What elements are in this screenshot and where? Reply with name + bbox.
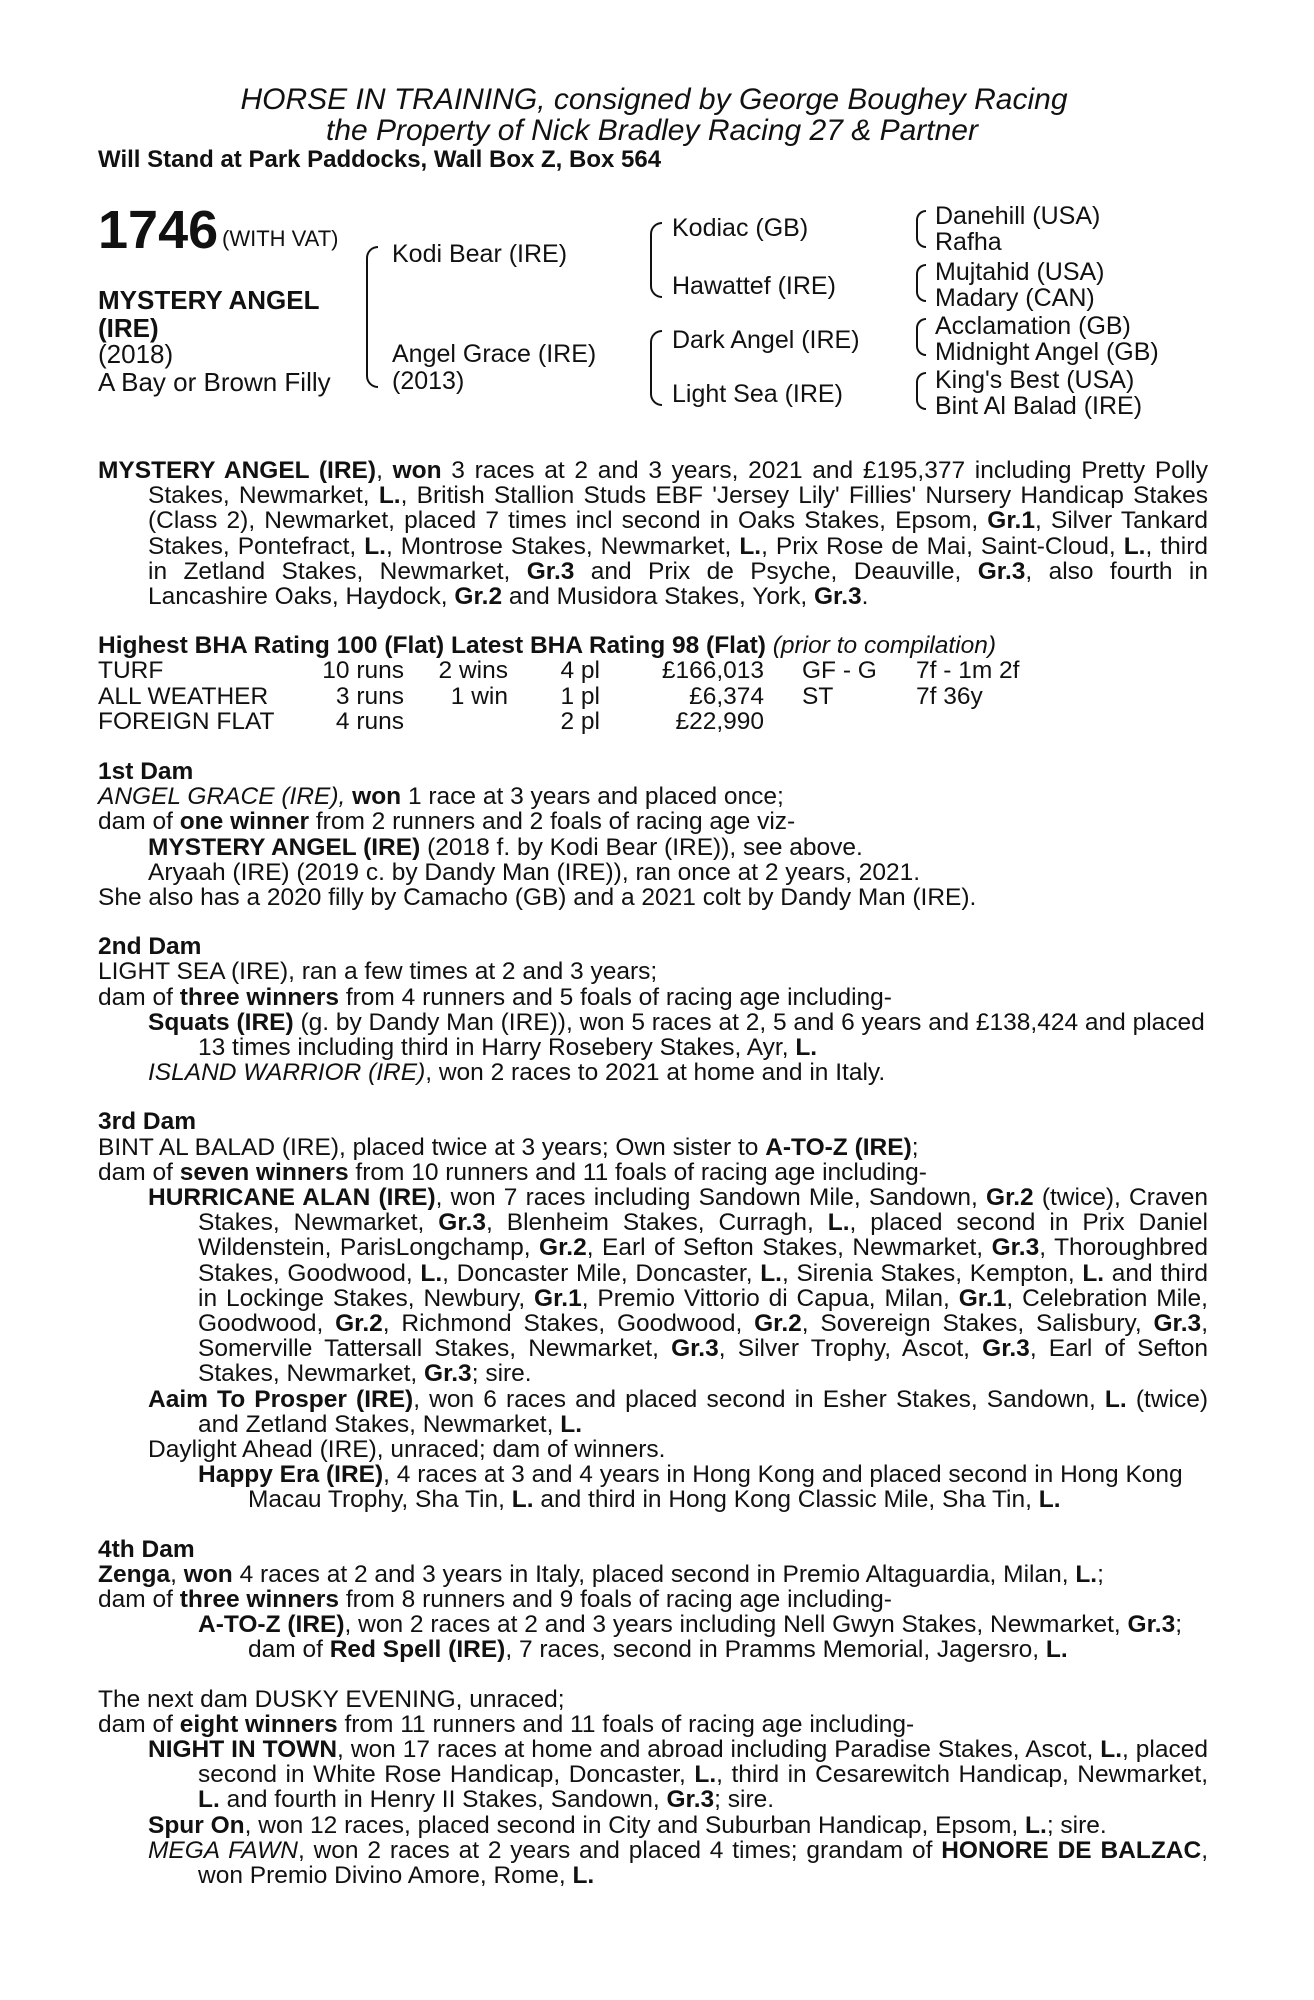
summary-text: , Silver Tankard Stakes, Pontefract, [148, 507, 1208, 560]
dam3-text: from 10 runners and 11 foals of racing age including- [348, 1158, 927, 1186]
sister-name: A-TO-Z (IRE) [765, 1133, 912, 1161]
sd-sire: Mujtahid (USA) [935, 258, 1105, 286]
dam4-name: Zenga [98, 1560, 171, 1588]
group-mark: Gr.3 [982, 1335, 1030, 1363]
bracket-ds [916, 318, 926, 356]
listed-mark: L. [572, 1862, 595, 1890]
dam2-text: dam of [98, 983, 180, 1011]
winners-count: three winners [179, 983, 340, 1011]
produce-name: MYSTERY ANGEL (IRE) [148, 833, 421, 861]
dam4-text: 4 races at 2 and 3 years in Italy, placed second in Premio Altaguardia, Milan, [232, 1560, 1076, 1588]
bracket-sd [916, 264, 926, 302]
produce-text: , Doncaster Mile, Doncaster, [442, 1259, 761, 1287]
listed-mark: L. [560, 1410, 583, 1438]
group-mark: Gr.2 [539, 1234, 587, 1262]
group-mark: Gr.3 [1127, 1611, 1176, 1639]
dam1-also-line: She also has a 2020 filly by Camacho (GB) and a 2021 colt by Dandy Man (IRE). [98, 883, 977, 911]
won-label: won [183, 1560, 233, 1588]
table-row [98, 658, 1019, 684]
produce-text: , Premio Vittorio di Capua, Milan, [581, 1284, 959, 1312]
dam1-text: 1 race at 3 years and placed once; [401, 783, 784, 811]
group-mark: Gr.3 [813, 583, 862, 611]
ds-dam: Midnight Angel (GB) [935, 338, 1159, 366]
summary-text: , also fourth in Lancashire Oaks, Haydock, [148, 557, 1209, 611]
sire-name: Kodi Bear (IRE) [392, 240, 568, 268]
produce-text: , 7 races, second in Pramms Memorial, Jagersro, [505, 1636, 1046, 1664]
produce-text: and fourth in Henry II Stakes, Sandown, [219, 1786, 667, 1814]
produce-text: ; dam of [248, 1611, 1183, 1664]
next-dam-text: dam of [98, 1710, 180, 1738]
summary-text: , third in Zetland Stakes, Newmarket, [148, 532, 1208, 585]
next-dam-text: from 11 runners and 11 foals of racing age including- [337, 1710, 915, 1738]
listed-mark: L. [1123, 532, 1146, 560]
sire-dam: Hawattef (IRE) [672, 272, 836, 300]
produce-entry: Daylight Ahead (IRE), unraced; dam of winners. [148, 1436, 666, 1463]
dd-dam: Bint Al Balad (IRE) [935, 392, 1143, 420]
dam2-heading: 2nd Dam [98, 933, 202, 961]
produce-text: , Somerville Tattersall Stakes, Newmarket, [198, 1309, 1208, 1363]
property-line: the Property of Nick Bradley Racing 27 & Partner [326, 114, 978, 147]
produce-name: A-TO-Z (IRE) [198, 1611, 345, 1639]
horse-name-summary: MYSTERY ANGEL (IRE) [98, 457, 377, 484]
produce-name: Red Spell (IRE) [329, 1636, 506, 1664]
surface-cell: TURF [98, 657, 164, 685]
consignor-line: HORSE IN TRAINING, consigned by George Boughey Racing [240, 83, 1068, 116]
listed-mark: L. [795, 1033, 818, 1061]
placed-cell: 1 pl [560, 682, 600, 710]
produce-text: , placed second in Prix Daniel Wildenstein, ParisLongchamp, [198, 1209, 1208, 1262]
going-cell: GF - G [802, 657, 877, 685]
summary-text: and Musidora Stakes, York, [502, 583, 814, 611]
distance-cell: 7f - 1m 2f [916, 657, 1020, 685]
group-mark: Gr.3 [977, 557, 1026, 585]
produce-name: HONORE DE BALZAC [941, 1836, 1202, 1864]
ss-dam: Rafha [935, 228, 1002, 256]
wins-cell: 2 wins [438, 657, 508, 685]
sire-sire: Kodiac (GB) [672, 214, 809, 242]
produce-entry [98, 1060, 1208, 1085]
foaling-year: (2018) [98, 339, 174, 369]
bracket-ss [916, 210, 926, 248]
winners-count: seven winners [179, 1158, 349, 1186]
listed-mark: L. [198, 1786, 220, 1814]
winners-count: eight winners [179, 1710, 338, 1738]
dam4-heading: 4th Dam [98, 1535, 195, 1563]
produce-text: (g. by Dandy Man (IRE)), won 5 races at 2, 5 and 6 years and £138,424 and placed 13 times including third in Harry Rosebery Stakes, Ayr, [198, 1008, 1205, 1061]
produce-text: , Earl of Sefton Stakes, Newmarket, [586, 1234, 992, 1262]
produce-name: ISLAND WARRIOR (IRE) [148, 1059, 426, 1087]
going-cell [764, 709, 916, 735]
stand-location: Will Stand at Park Paddocks, Wall Box Z, Box 564 [98, 146, 662, 173]
next-dam-line: The next dam DUSKY EVENING, unraced; [98, 1685, 565, 1713]
table-row [98, 709, 1019, 735]
winners-count: one winner [179, 808, 310, 836]
dam4-produce-line [98, 1587, 1208, 1612]
produce-text: ; sire. [714, 1786, 775, 1814]
grandproduce-entry [98, 1462, 1208, 1512]
dam3-text: dam of [98, 1158, 180, 1186]
dam3-line [98, 1135, 1208, 1160]
produce-text: , Richmond Stakes, Goodwood, [382, 1309, 755, 1337]
listed-mark: L. [739, 532, 762, 560]
produce-entry [98, 835, 1208, 860]
surface-cell: ALL WEATHER [98, 682, 269, 710]
dam-dam: Light Sea (IRE) [672, 380, 843, 408]
catalogue-body [98, 458, 1208, 1888]
produce-text: , won 7 races including Sandown Mile, Sandown, [435, 1183, 987, 1211]
placed-cell: 4 pl [560, 657, 600, 685]
dam1-text: dam of [98, 808, 180, 836]
listed-mark: L. [1104, 1385, 1127, 1413]
won-label: won [392, 457, 442, 484]
surface-cell: FOREIGN FLAT [98, 708, 275, 736]
produce-entry [98, 1185, 1208, 1387]
summary-text: , Montrose Stakes, Newmarket, [385, 532, 740, 560]
bha-rating: Highest BHA Rating 100 (Flat) Latest BHA Rating 98 (Flat) [98, 632, 766, 660]
distance-cell [916, 709, 1019, 735]
runs-cell: 10 runs [322, 657, 404, 685]
listed-mark: L. [1025, 1811, 1047, 1839]
produce-text: (twice), Craven Stakes, Newmarket, [198, 1183, 1208, 1237]
produce-text: , Sirenia Stakes, Kempton, [781, 1259, 1083, 1287]
dam1-heading: 1st Dam [98, 757, 194, 785]
dam-name: Angel Grace (IRE) [392, 340, 597, 368]
produce-name: NIGHT IN TOWN [148, 1736, 338, 1764]
produce-name: Squats (IRE) [148, 1008, 294, 1036]
listed-mark: L. [378, 482, 401, 510]
produce-text: (2018 f. by Kodi Bear (IRE)), see above. [420, 833, 863, 861]
produce-entry: Aryaah (IRE) (2019 c. by Dandy Man (IRE)), ran once at 2 years, 2021. [148, 858, 921, 886]
group-mark: Gr.3 [526, 557, 575, 585]
listed-mark: L. [1075, 1560, 1098, 1588]
produce-name: Happy Era (IRE) [198, 1461, 384, 1489]
runs-cell: 4 runs [335, 708, 404, 736]
wins-cell: 1 win [450, 682, 508, 710]
produce-text: , Silver Trophy, Ascot, [718, 1335, 983, 1363]
money-cell: £22,990 [675, 708, 764, 736]
produce-text: , Celebration Mile, Goodwood, [198, 1284, 1208, 1337]
produce-text: , won Premio Divino Amore, Rome, [198, 1836, 1208, 1890]
produce-entry [98, 1813, 1208, 1838]
produce-text: , won 6 races and placed second in Esher Stakes, Sandown, [413, 1385, 1105, 1413]
group-mark: Gr.3 [1153, 1309, 1202, 1337]
going-cell: ST [802, 682, 834, 710]
produce-entry [98, 1737, 1208, 1813]
listed-mark: L. [694, 1761, 717, 1789]
wins-cell [404, 709, 508, 735]
listed-mark: L. [1100, 1736, 1123, 1764]
listed-mark: L. [760, 1259, 782, 1287]
group-mark: Gr.2 [335, 1309, 383, 1337]
produce-text: and third in Hong Kong Classic Mile, Sha Tin, [533, 1486, 1039, 1514]
listed-mark: L. [420, 1259, 443, 1287]
produce-text: , won 17 races at home and abroad including Paradise Stakes, Ascot, [337, 1736, 1101, 1764]
dam3-produce-line [98, 1160, 1208, 1185]
produce-entry [98, 1838, 1208, 1888]
dam2-produce-line [98, 985, 1208, 1010]
bracket-main [366, 246, 378, 388]
placed-cell: 2 pl [560, 708, 600, 736]
dam1-line [98, 784, 1208, 809]
dam-year: (2013) [392, 367, 465, 395]
summary-text: and Prix de Psyche, Deauville, [574, 557, 978, 585]
listed-mark: L. [511, 1486, 534, 1514]
summary-text: 3 races at 2 and 3 years, 2021 and £195,377 including Pretty Polly Stakes, Newmarket, [148, 457, 1208, 510]
table-row [98, 684, 1019, 710]
produce-text: , Thoroughbred Stakes, Goodwood, [198, 1234, 1208, 1287]
listed-mark: L. [1038, 1486, 1061, 1514]
dam3-heading: 3rd Dam [98, 1108, 197, 1136]
group-mark: Gr.3 [424, 1360, 472, 1388]
group-mark: Gr.3 [438, 1209, 486, 1237]
produce-text: , Earl of Sefton Stakes, Newmarket, [198, 1335, 1208, 1388]
horse-name: MYSTERY ANGEL [98, 285, 320, 315]
group-mark: Gr.3 [666, 1786, 715, 1814]
dd-sire: King's Best (USA) [935, 366, 1135, 394]
dam-sire: Dark Angel (IRE) [672, 326, 860, 354]
dam1-text: from 2 runners and 2 foals of racing age viz- [309, 808, 796, 836]
dam2-text: from 4 runners and 5 foals of racing age including- [339, 983, 892, 1011]
listed-mark: L. [1045, 1636, 1068, 1664]
summary-text: . [861, 583, 869, 611]
produce-name: Spur On [148, 1811, 245, 1839]
horse-description: A Bay or Brown Filly [98, 367, 331, 397]
group-mark: Gr.2 [986, 1183, 1034, 1211]
produce-text: (twice) and Zetland Stakes, Newmarket, [198, 1385, 1208, 1438]
lot-number: 1746 [98, 200, 219, 260]
produce-text: ; sire. [1046, 1811, 1107, 1839]
group-mark: Gr.1 [987, 507, 1035, 535]
produce-name: Aaim To Prosper (IRE) [148, 1385, 414, 1413]
summary-text: , Prix Rose de Mai, Saint-Cloud, [761, 532, 1124, 560]
next-dam-produce-line [98, 1712, 1208, 1737]
produce-entry [98, 1612, 1208, 1662]
produce-text: and third in Lockinge Stakes, Newbury, [198, 1259, 1209, 1312]
bracket-dd [916, 372, 926, 410]
group-mark: Gr.2 [454, 583, 503, 611]
dam4-line [98, 1562, 1208, 1587]
bracket-dam [650, 330, 662, 406]
dam4-text: ; [1097, 1560, 1104, 1588]
produce-text: , third in Cesarewitch Handicap, Newmarket, [716, 1761, 1209, 1789]
horse-suffix: (IRE) [98, 313, 159, 343]
produce-entry [98, 1387, 1208, 1437]
summary-text: , British Stallion Studs EBF 'Jersey Lily' Fillies' Nursery Handicap Stakes (Class 2), Newmarket, placed 7 times incl second in Oaks Stakes, Epsom, [148, 482, 1209, 535]
group-mark: Gr.3 [671, 1335, 719, 1363]
group-mark: Gr.3 [991, 1234, 1040, 1262]
produce-text: , 4 races at 3 and 4 years in Hong Kong and placed second in Hong Kong Macau Trophy, Sha Tin, [248, 1461, 1183, 1514]
ss-sire: Danehill (USA) [935, 202, 1101, 230]
listed-mark: L. [1082, 1259, 1105, 1287]
dam4-text: dam of [98, 1586, 180, 1614]
distance-cell: 7f 36y [916, 682, 983, 710]
produce-text: , won 2 races to 2021 at home and in Italy. [425, 1059, 886, 1087]
produce-text: , Sovereign Stakes, Salisbury, [801, 1309, 1154, 1337]
group-mark: Gr.1 [958, 1284, 1007, 1312]
produce-text: , won 12 races, placed second in City and Suburban Handicap, Epsom, [244, 1811, 1026, 1839]
produce-name: MEGA FAWN [148, 1836, 298, 1864]
ds-sire: Acclamation (GB) [935, 312, 1131, 340]
group-mark: Gr.1 [534, 1284, 582, 1312]
produce-text: , placed second in White Rose Handicap, Doncaster, [198, 1736, 1208, 1789]
sd-dam: Madary (CAN) [935, 284, 1095, 312]
produce-name: HURRICANE ALAN (IRE) [148, 1183, 436, 1211]
listed-mark: L. [827, 1209, 850, 1237]
bracket-sire [650, 222, 662, 298]
dam4-text: , [170, 1560, 184, 1588]
listed-mark: L. [364, 532, 386, 560]
rating-line [98, 633, 1208, 658]
dam4-text: from 8 runners and 9 foals of racing age including- [339, 1586, 892, 1614]
dam1-name: ANGEL GRACE (IRE), [98, 783, 353, 811]
won-label: won [352, 783, 402, 811]
winners-count: three winners [179, 1586, 340, 1614]
vat-note: (WITH VAT) [222, 226, 339, 251]
produce-entry [98, 1010, 1208, 1060]
dam2-line: LIGHT SEA (IRE), ran a few times at 2 and 3 years; [98, 958, 658, 986]
dam3-text: BINT AL BALAD (IRE), placed twice at 3 years; Own sister to [98, 1133, 766, 1161]
money-cell: £6,374 [689, 682, 764, 710]
produce-text: , won 2 races at 2 and 3 years including Nell Gwyn Stakes, Newmarket, [344, 1611, 1128, 1639]
dam3-text: ; [911, 1133, 919, 1161]
dam1-produce-line [98, 809, 1208, 834]
produce-text: , won 2 races at 2 years and placed 4 times; grandam of [297, 1836, 942, 1864]
money-cell: £166,013 [661, 657, 764, 685]
produce-text: , Blenheim Stakes, Curragh, [485, 1209, 828, 1237]
race-record-table [98, 658, 1019, 735]
runs-cell: 3 runs [335, 682, 404, 710]
rating-note: (prior to compilation) [772, 632, 997, 660]
produce-text: ; sire. [471, 1360, 532, 1388]
group-mark: Gr.2 [754, 1309, 802, 1337]
race-summary: MYSTERY ANGEL (IRE), won 3 races at 2 and 3 years, 2021 and £195,377 including Pretty Polly Stakes, Newmarket, L., British Stallion Studs EBF 'Jersey Lily' Fillies' Nursery Handicap Stakes (Class 2), Newmarket, placed 7 times incl second in Oaks Stakes, Epsom, Gr.1, Silver Tankard Stakes, Pontefract, L., Montrose Stakes, Newmarket, L., Prix Rose de Mai, Saint-Cloud, L., third in Zetland Stakes, Newmarket, Gr.3 and Prix de Psyche, Deauville, Gr.3, also fourth in Lancashire Oaks, Haydock, Gr.2 and Musidora Stakes, York, Gr.3. [98, 457, 1209, 611]
